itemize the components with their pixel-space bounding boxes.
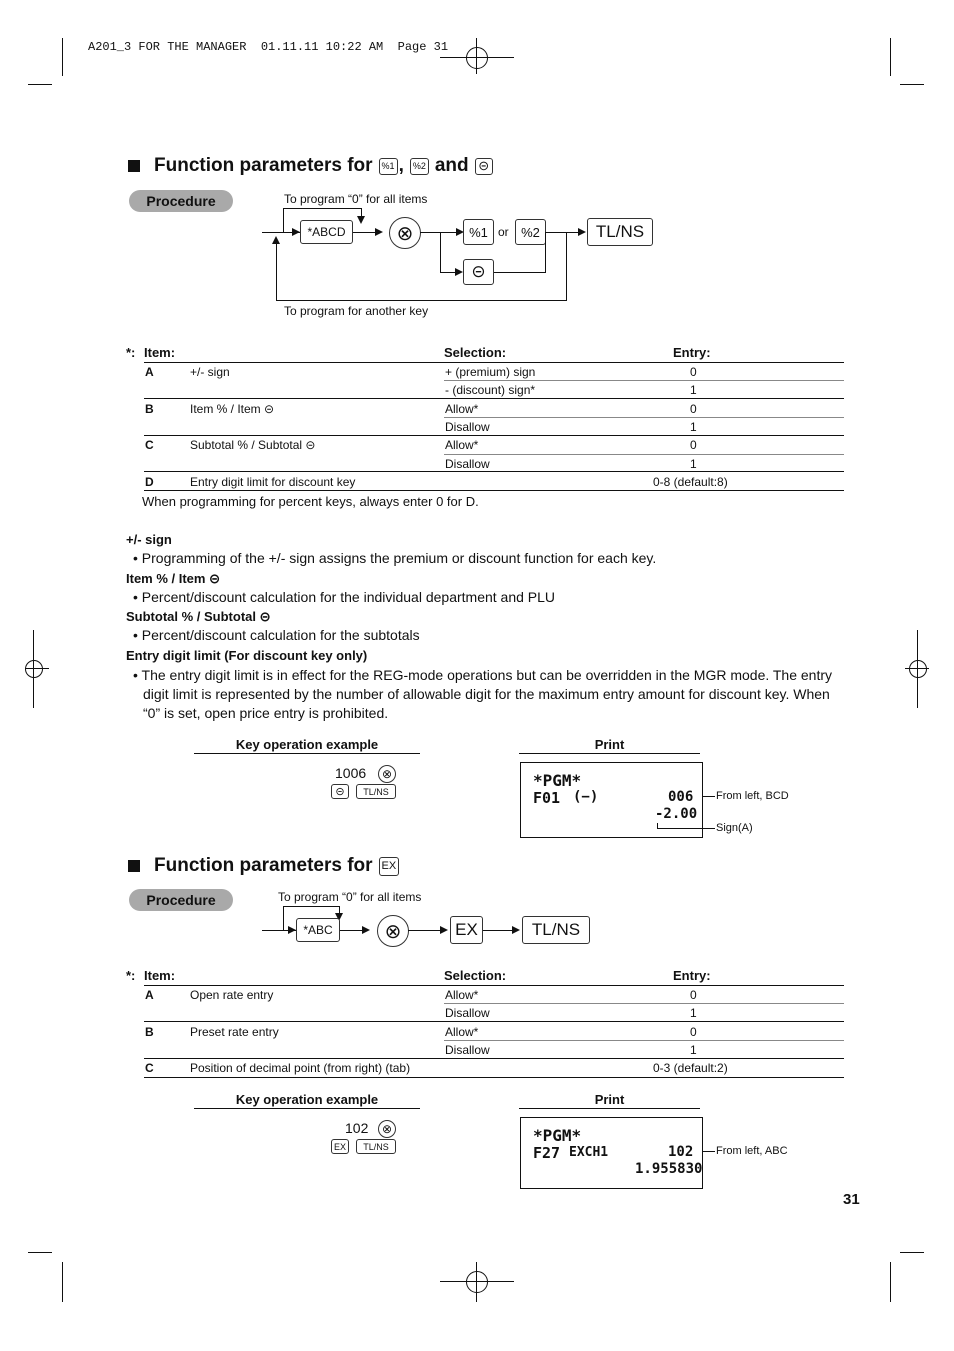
- receipt-value: -2.00: [655, 806, 698, 822]
- discount-key: ⊝: [463, 259, 494, 285]
- row-item: Preset rate entry: [190, 1025, 279, 1039]
- row-code: C: [145, 1061, 154, 1075]
- explanation-heading: +/- sign: [126, 532, 172, 547]
- row-entry: 0: [690, 438, 697, 452]
- table-note: When programming for percent keys, always enter 0 for D.: [142, 494, 479, 509]
- row-entry: 1: [690, 457, 697, 471]
- row-entry: 0-8 (default:8): [653, 475, 728, 489]
- print-title: Print: [594, 1092, 625, 1107]
- callout-sign: Sign(A): [716, 822, 753, 834]
- tlns-key-icon: TL/NS: [356, 1139, 396, 1154]
- multiply-key-icon: ⊗: [378, 765, 396, 783]
- percent1-key: %1: [463, 219, 494, 245]
- procedure-badge: Procedure: [129, 190, 233, 212]
- row-selection: Allow*: [445, 988, 479, 1002]
- entry-box: *ABC: [296, 918, 340, 942]
- row-selection: + (premium) sign: [445, 365, 536, 379]
- receipt-function: F01: [533, 789, 561, 807]
- explanation-text: • Percent/discount calculation for the subtotals: [133, 627, 420, 643]
- row-code: B: [145, 402, 154, 416]
- receipt-symbol: (−): [573, 789, 599, 805]
- multiply-key-icon: ⊗: [389, 217, 421, 249]
- col-entry: Entry:: [673, 968, 711, 983]
- row-code: D: [145, 475, 154, 489]
- section2-title: [128, 855, 399, 877]
- tlns-key: TL/NS: [522, 916, 590, 944]
- row-selection: - (discount) sign*: [445, 383, 536, 397]
- receipt-function: F27: [533, 1144, 561, 1162]
- receipt: [520, 1117, 703, 1189]
- col-item: Item:: [144, 968, 176, 983]
- row-selection: Disallow: [445, 420, 490, 434]
- percent2-key-icon: %2: [410, 158, 429, 175]
- entry-box: *ABCD: [300, 220, 353, 244]
- row-code: B: [145, 1025, 154, 1039]
- row-entry: 1: [690, 1006, 697, 1020]
- row-selection: Disallow: [445, 1006, 490, 1020]
- discount-key-icon: ⊝: [331, 784, 349, 799]
- title-and: and: [434, 155, 469, 176]
- row-item: Open rate entry: [190, 988, 274, 1002]
- ex-key-icon: EX: [331, 1139, 349, 1154]
- section1-title: [128, 155, 493, 177]
- multiply-key-icon: ⊗: [377, 915, 409, 947]
- row-entry: 0: [690, 988, 697, 1002]
- running-head: A201_3 FOR THE MANAGER 01.11.11 10:22 AM Page 31: [88, 40, 449, 54]
- receipt-value: 1.955830: [635, 1161, 703, 1177]
- percent2-key: %2: [515, 219, 546, 245]
- row-entry: 1: [690, 1043, 697, 1057]
- explanation-text: • The entry digit limit is in effect for the REG-mode operations but can be overridden in the MGR mode. The entry digit limit is represented by the number of allowable digit for the maximum entry amount for discount key. When “0” is set, open price entry is prohibited.: [133, 667, 833, 721]
- row-entry: 1: [690, 383, 697, 397]
- row-selection: Allow*: [445, 1025, 479, 1039]
- key-op-title: Key operation example: [235, 1092, 379, 1107]
- tlns-key-icon: TL/NS: [356, 784, 396, 799]
- col-selection: Selection:: [444, 345, 507, 360]
- row-entry: 0: [690, 402, 697, 416]
- receipt: [520, 762, 703, 838]
- row-entry: 0-3 (default:2): [653, 1061, 728, 1075]
- row-item: Item % / Item ⊝: [190, 402, 275, 416]
- example-entry: 1006: [335, 765, 367, 781]
- receipt-code: 102: [668, 1144, 694, 1160]
- diagram-top-note: To program “0” for all items: [278, 890, 422, 904]
- diagram-bottom-note: To program for another key: [284, 304, 429, 318]
- page-number: 31: [843, 1191, 860, 1208]
- row-selection: Disallow: [445, 1043, 490, 1057]
- row-entry: 0: [690, 1025, 697, 1039]
- key-op-title: Key operation example: [235, 737, 379, 752]
- example-entry: 102: [345, 1120, 369, 1136]
- row-selection: Disallow: [445, 457, 490, 471]
- receipt-name: EXCH1: [569, 1145, 609, 1160]
- diagram-or: or: [498, 225, 509, 239]
- row-code: A: [145, 365, 154, 379]
- receipt-header: *PGM*: [533, 1126, 582, 1145]
- ex-key: EX: [450, 916, 483, 944]
- explanation-heading: Entry digit limit (For discount key only): [126, 648, 368, 663]
- row-item: Entry digit limit for discount key: [190, 475, 356, 489]
- percent1-key-icon: %1: [379, 158, 398, 175]
- ex-key-icon: EX: [379, 857, 400, 876]
- row-selection: Allow*: [445, 402, 479, 416]
- row-item: Position of decimal point (from right) (tab): [190, 1061, 411, 1075]
- callout-bcd: From left, BCD: [716, 790, 789, 802]
- row-item: Subtotal % / Subtotal ⊝: [190, 438, 316, 452]
- receipt-header: *PGM*: [533, 771, 582, 790]
- explanation-heading: Subtotal % / Subtotal ⊝: [126, 609, 271, 624]
- explanation-text: • Programming of the +/- sign assigns the premium or discount function for each key.: [133, 550, 657, 566]
- callout-abc: From left, ABC: [716, 1145, 788, 1157]
- col-selection: Selection:: [444, 968, 507, 983]
- print-title: Print: [594, 737, 625, 752]
- tlns-key: TL/NS: [587, 218, 653, 246]
- explanation-heading: Item % / Item ⊝: [126, 571, 220, 586]
- col-entry: Entry:: [673, 345, 711, 360]
- row-code: A: [145, 988, 154, 1002]
- col-star: *:: [126, 968, 136, 983]
- row-code: C: [145, 438, 154, 452]
- title-comma: ,: [398, 155, 404, 176]
- row-entry: 0: [690, 365, 697, 379]
- receipt-code: 006: [668, 789, 694, 805]
- explanation-text: • Percent/discount calculation for the individual department and PLU: [133, 589, 556, 605]
- col-star: *:: [126, 345, 136, 360]
- multiply-key-icon: ⊗: [378, 1120, 396, 1138]
- row-selection: Allow*: [445, 438, 479, 452]
- section2-title-text: Function parameters for: [154, 855, 373, 876]
- discount-key-icon: ⊝: [475, 158, 493, 175]
- row-entry: 1: [690, 420, 697, 434]
- procedure-badge: Procedure: [129, 889, 233, 911]
- row-item: +/- sign: [190, 365, 230, 379]
- col-item: Item:: [144, 345, 176, 360]
- diagram-top-note: To program “0” for all items: [284, 192, 428, 206]
- section1-title-text: Function parameters for: [154, 155, 373, 176]
